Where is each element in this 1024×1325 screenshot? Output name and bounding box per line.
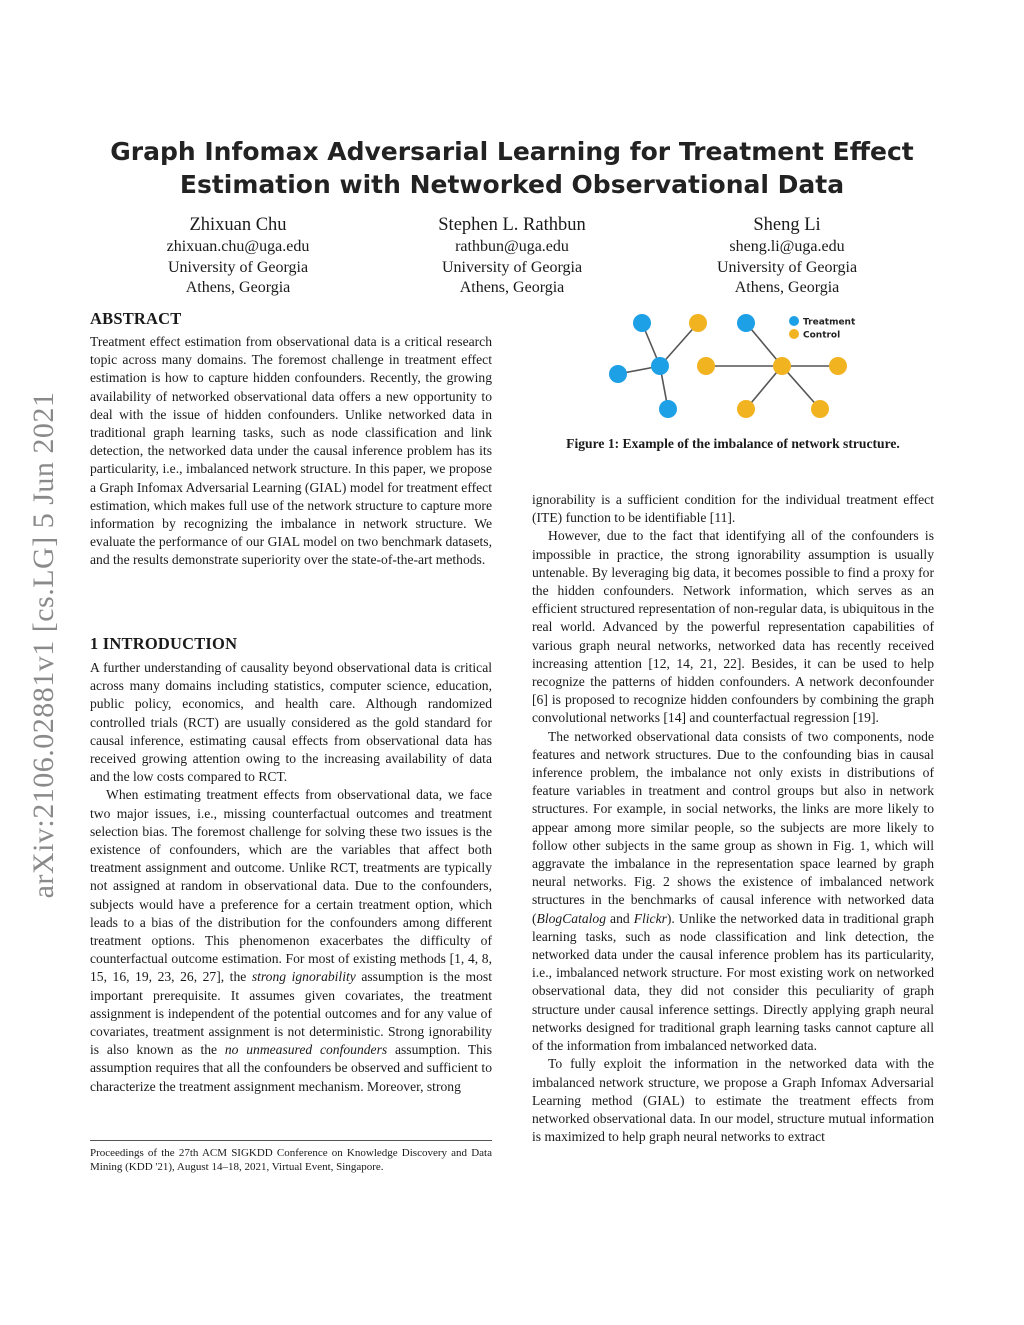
legend-treatment-marker (789, 316, 799, 326)
treatment-node (651, 357, 669, 375)
col2-paragraph-2: However, due to the fact that identifying all of the confounders is impossible in practice, the strong ignorability assumption is usually untenable. By leveraging big data, it becomes possible to find a proxy for the hidden confounders. Network information, which serves as an efficient structured representation of non-regular data, is ubiquitous in the real world. Advanced by the powerful representation capabilities of various graph neural networks, networked data has recently received increasing attention [12, 14, 21, 22]. Besides, it can be used to help recognize the patterns of hidden confounders. A network deconfounder [6] is proposed to recognize hidden confounders by combining the graph convolutional networks [14] and counterfactual regression [19]. (532, 528, 934, 726)
author-location: Athens, Georgia (185, 279, 291, 296)
intro-paragraph-1: A further understanding of causality beyond observational data is critical across many domains including statistics, computer science, education, public policy, economics, and health care. Although randomized controlled trials (RCT) are usually considered as the gold standard for causal inference, estimating causal effects from observational data has received growing attention owing to the increasing availability of data and the low costs compared to RCT. (90, 660, 492, 785)
right-column-text (532, 491, 934, 1146)
abstract-text (90, 333, 492, 570)
arxiv-id: arXiv:2106.02881v1 [cs.LG] 5 Jun 2021 (27, 391, 60, 899)
col2-paragraph-4: To fully exploit the information in the networked data with the imbalanced network structure, we propose a Graph Infomax Adversarial Learning method (GIAL) to estimate the treatment effects from networked observational data. In our model, structure mutual information is maximized to help graph neural networks to extract (532, 1056, 934, 1145)
author-block-3 (657, 213, 917, 299)
paper-title (100, 135, 924, 201)
text-run: assumption is the most important prerequisite. It assumes given covariates, the treatment assignment is independent of the potential outcomes and for any value of covariates, treatment assignment is not deterministic. Strong ignorability is also known as the (90, 969, 492, 1058)
intro-heading: 1 INTRODUCTION (90, 634, 238, 653)
arxiv-stamp (14, 365, 74, 925)
control-node (811, 400, 829, 418)
control-node (697, 357, 715, 375)
emphasis-strong-ignorability: strong ignorability (251, 969, 356, 985)
control-node (689, 314, 707, 332)
text-run: and (606, 910, 634, 926)
control-node (773, 357, 791, 375)
footnote-rule (90, 1140, 492, 1141)
emphasis-flickr: Flickr (633, 910, 667, 926)
treatment-node (659, 400, 677, 418)
treatment-node (633, 314, 651, 332)
figure-legend (789, 316, 856, 341)
figure-1-graph (532, 300, 934, 430)
col2-paragraph-3 (532, 728, 934, 1056)
text-run: assumption. This assumption requires that all the confounders be observed and sufficient to characterize the treatment assignment mechanism. Moreover, strong (90, 1042, 492, 1094)
author-affiliation: University of Georgia (167, 258, 309, 276)
text-run: ). Unlike the networked data in traditional graph learning tasks, such as node classification and link detection, the networked data under the causal inference problem has its particularity, i.e., imbalanced network structure. For most existing work on networked observational data, they did not consider this peculiarity of graph structure under causal inference settings. Directly applying graph neural networks designed for traditional graph learning tasks cannot capture all of the information from imbalanced networked data. (532, 910, 934, 1054)
control-node (829, 357, 847, 375)
treatment-node (609, 365, 627, 383)
author-block-2 (382, 213, 642, 299)
text-run: When estimating treatment effects from observational data, we face two major issues, i.e., missing counterfactual outcomes and treatment selection bias. The foremost challenge for solving these two issues is the existence of confounders, which are the variables that affect both treatment assignment and outcome. Unlike RCT, treatments are typically not assigned at random in observational data. Due to the confounders, subjects would have a preference for a certain treatment option, which leads to a bias of the distribution for the confounders among different treatment options. This phenomenon exacerbates the difficulty of counterfactual outcome estimation. For most of existing methods [1, 4, 8, 15, 16, 19, 23, 26, 27], the (90, 787, 492, 985)
left-graph-nodes (609, 314, 707, 418)
author-name: Zhixuan Chu (189, 215, 287, 235)
col2-paragraph-1: ignorability is a sufficient condition for the individual treatment effect (ITE) function to be identifiable [11]. (532, 492, 934, 526)
abstract-heading: ABSTRACT (90, 309, 182, 328)
legend-control-marker (789, 329, 799, 339)
author-location: Athens, Georgia (459, 279, 565, 296)
intro-text (90, 659, 492, 1096)
footnote: Proceedings of the 27th ACM SIGKDD Conference on Knowledge Discovery and Data Mining (KDD '21), August 14–18, 2021, Virtual Event, Singapore. (90, 1147, 492, 1173)
author-name: Stephen L. Rathbun (438, 215, 586, 235)
author-email: rathbun@uga.edu (455, 238, 569, 255)
figure-1-caption: Figure 1: Example of the imbalance of network structure. (566, 436, 900, 451)
control-node (737, 400, 755, 418)
legend-treatment-label: Treatment (803, 317, 856, 328)
title-line-1: Graph Infomax Adversarial Learning for Treatment Effect (110, 137, 914, 166)
author-block-1 (108, 213, 368, 299)
author-name: Sheng Li (753, 215, 821, 235)
author-location: Athens, Georgia (734, 279, 840, 296)
emphasis-blogcatalog: BlogCatalog (536, 910, 607, 926)
author-email: sheng.li@uga.edu (729, 238, 845, 255)
title-line-2: Estimation with Networked Observational Data (179, 170, 845, 199)
author-affiliation: University of Georgia (716, 258, 858, 276)
abstract-paragraph: Treatment effect estimation from observational data is a critical research topic across many domains. The foremost challenge in treatment effect estimation is how to capture hidden confounders. Recently, the growing availability of networked observational data offers a new opportunity to deal with the issue of hidden confounders. Unlike networked data in traditional graph learning tasks, such as node classification and link detection, the networked data under the causal inference problem has its particularity, i.e., imbalanced network structure. In this paper, we propose a Graph Infomax Adversarial Learning (GIAL) model for treatment effect estimation, which makes full use of the network structure to capture more information by recognizing the imbalance in network structure. We evaluate the performance of our GIAL model on two benchmark datasets, and the results demonstrate superiority over the state-of-the-art methods. (90, 334, 492, 568)
legend-control-label: Control (803, 330, 841, 341)
emphasis-no-unmeasured-confounders: no unmeasured confounders (224, 1042, 388, 1058)
author-affiliation: University of Georgia (441, 258, 583, 276)
text-run: The networked observational data consists of two components, node features and network structures. Due to the confounding bias in causal inference problem, the imbalance not only exists in distributions of feature variables in treatment and control groups but also in network structures. For example, in social networks, the links are more likely to appear among more similar people, so the subjects are more likely to follow other subjects in the same group as shown in Fig. 1, which will aggravate the imbalance in the representation space learned by graph neural networks. Fig. 2 shows the existence of imbalanced network structures in the benchmarks of causal inference with networked data ( (532, 728, 934, 926)
treatment-node (737, 314, 755, 332)
intro-paragraph-2 (90, 786, 492, 1095)
author-email: zhixuan.chu@uga.edu (166, 238, 310, 255)
